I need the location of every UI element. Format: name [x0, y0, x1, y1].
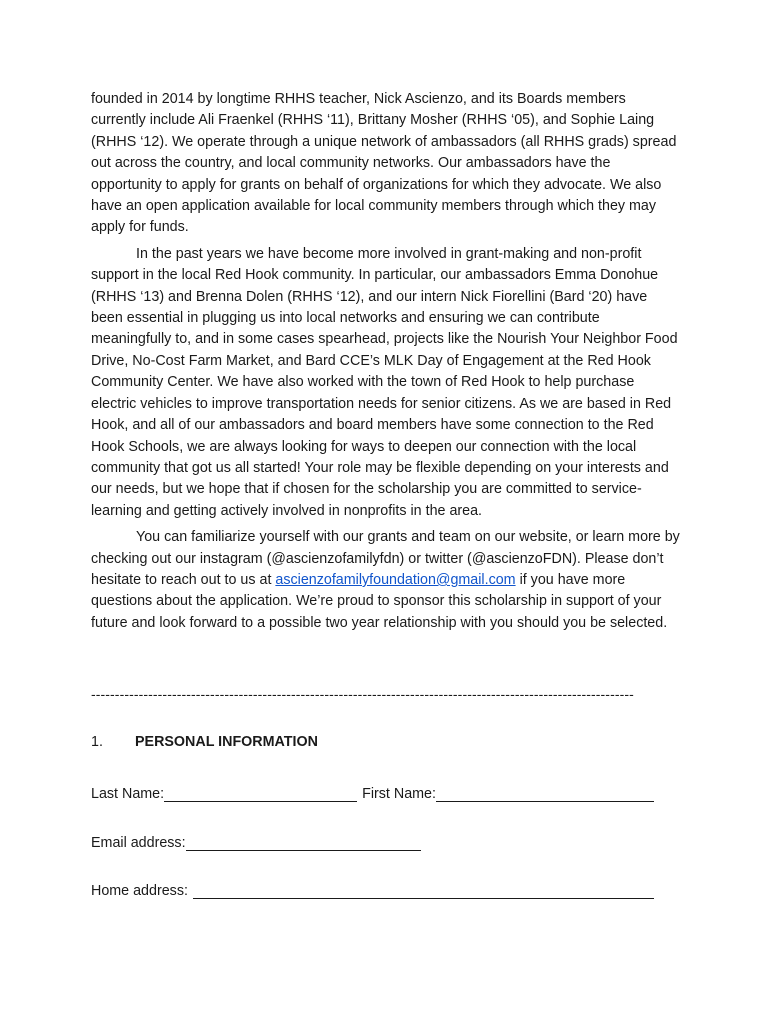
section-title: PERSONAL INFORMATION	[135, 734, 318, 750]
home-address-field[interactable]	[193, 882, 654, 899]
letter-body	[91, 89, 681, 639]
home-address-row	[91, 882, 654, 899]
email-link[interactable]: ascienzofamilyfoundation@gmail.com	[275, 571, 516, 588]
first-name-label: First Name:	[362, 786, 436, 802]
email-row	[91, 834, 421, 851]
section-divider: ------------------------------------------------------------------------------------------------------------------	[91, 686, 634, 702]
contact-text-after-link: if you have more questions about the application. We’re proud to sponsor this scholarship in support of your future and look forward to a possible two year relationship with you should you be selected.	[91, 571, 668, 631]
paragraph-contact	[91, 527, 681, 634]
email-field[interactable]	[186, 834, 421, 851]
email-label: Email address:	[91, 835, 186, 851]
contact-text-before-link: You can familiarize yourself with our grants and team on our website, or learn more by checking out our instagram (@ascienzofamilyfdn) or twitter (@ascienzoFDN). Please don’t hesitate to reach out to us at	[91, 529, 680, 588]
last-name-label: Last Name:	[91, 786, 165, 802]
section-heading	[91, 734, 318, 750]
home-address-label: Home address:	[91, 883, 188, 899]
first-name-field[interactable]	[436, 785, 654, 802]
paragraph-foundation-intro: founded in 2014 by longtime RHHS teacher, Nick Ascienzo, and its Boards members currently include Ali Fraenkel (RHHS ‘11), Brittany Mosher (RHHS ‘05), and Sophie Laing (RHHS ‘12). We operate through a unique network of ambassadors (all RHHS grads) spread out across the country, and local community networks. Our ambassadors have the opportunity to apply for grants on behalf of organizations for which they advocate. We also have an open application available for local community members through which they may apply for funds.	[91, 91, 677, 236]
last-name-field[interactable]	[164, 785, 357, 802]
section-number: 1.	[91, 734, 103, 750]
name-row	[91, 785, 654, 802]
paragraph-community-involvement: In the past years we have become more involved in grant-making and non-profit support in the local Red Hook community. In particular, our ambassadors Emma Donohue (RHHS ‘13) and Brenna Dolen (RHHS ‘12), and our intern Nick Fiorellini (Bard ‘20) have been essential in plugging us into local networks and ensuring we can contribute meaningfully to, and in some cases spearhead, projects like the Nourish Your Neighbor Food Drive, No-Cost Farm Market, and Bard CCE’s MLK Day of Engagement at the Red Hook Community Center. We have also worked with the town of Red Hook to help purchase electric vehicles to improve transportation needs for senior citizens. As we are based in Red Hook, and all of our ambassadors and board members have some connection to the Red Hook Schools, we are always looking for ways to deepen our connection with the local community that got us all started! Your role may be flexible depending on your interests and our needs, but we hope that if chosen for the scholarship you are committed to service-learning and getting actively involved in nonprofits in the area.	[91, 245, 678, 519]
